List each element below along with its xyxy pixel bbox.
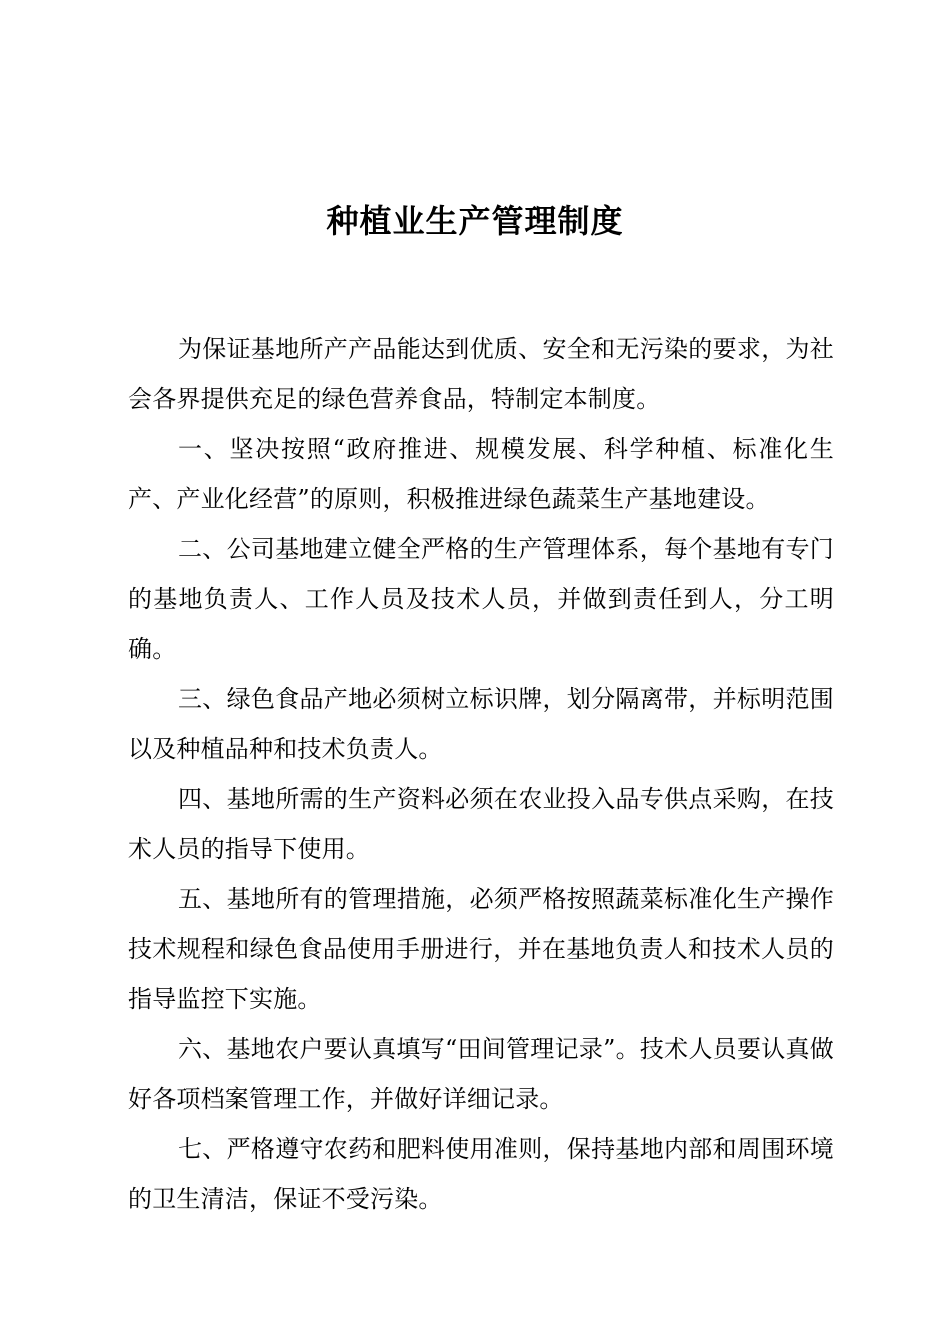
- article-2-paragraph: 二、公司基地建立健全严格的生产管理体系，每个基地有专门的基地负责人、工作人员及技术人员，并做到责任到人，分工明确。: [128, 535, 834, 663]
- document-title: 种植业生产管理制度: [326, 202, 624, 240]
- article-1-paragraph: 一、坚决按照“政府推进、规模发展、科学种植、标准化生产、产业化经营”的原则，积极推进绿色蔬菜生产基地建设。: [128, 435, 834, 513]
- article-5-paragraph: 五、基地所有的管理措施，必须严格按照蔬菜标准化生产操作技术规程和绿色食品使用手册进行，并在基地负责人和技术人员的指导监控下实施。: [128, 885, 834, 1013]
- article-3-paragraph: 三、绿色食品产地必须树立标识牌，划分隔离带，并标明范围以及种植品种和技术负责人。: [128, 685, 834, 763]
- article-7-paragraph: 七、严格遵守农药和肥料使用准则，保持基地内部和周围环境的卫生清洁，保证不受污染。: [128, 1135, 834, 1213]
- intro-paragraph: 为保证基地所产产品能达到优质、安全和无污染的要求，为社会各界提供充足的绿色营养食品，特制定本制度。: [128, 335, 834, 413]
- article-6-paragraph: 六、基地农户要认真填写“田间管理记录”。技术人员要认真做好各项档案管理工作，并做好详细记录。: [128, 1035, 834, 1113]
- article-4-paragraph: 四、基地所需的生产资料必须在农业投入品专供点采购，在技术人员的指导下使用。: [128, 785, 834, 863]
- document-body: [128, 324, 834, 1224]
